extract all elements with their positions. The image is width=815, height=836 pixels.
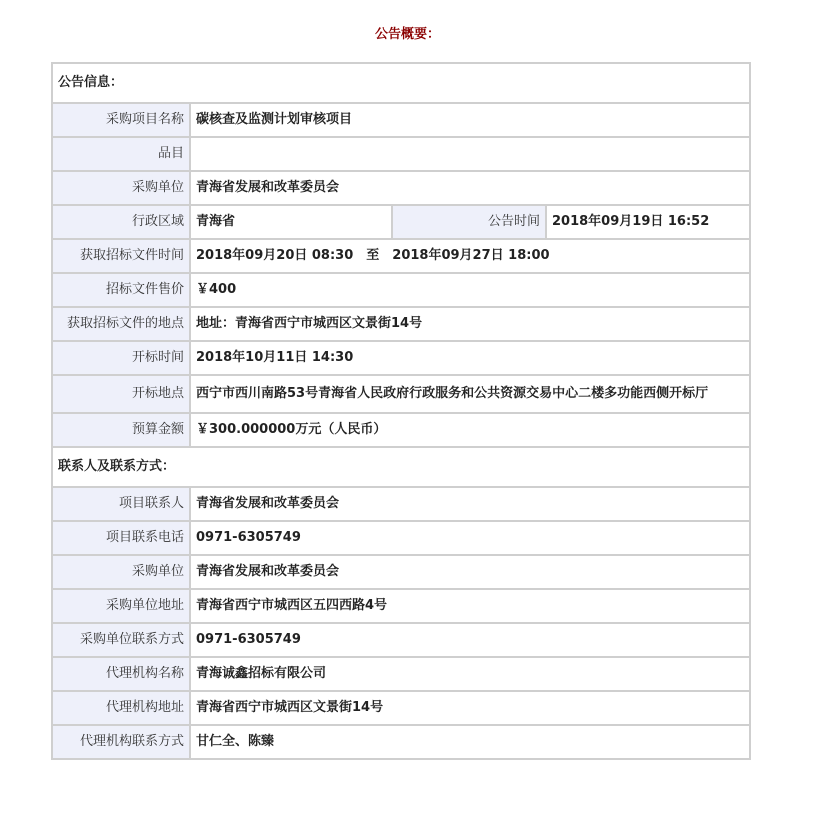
doc-place-value: 地址：青海省西宁市城西区文景街14号 <box>190 307 750 341</box>
region-value: 青海省 <box>190 205 392 239</box>
budget-value: ￥300.000000万元（人民币） <box>190 413 750 447</box>
contact-buyer-label: 采购单位 <box>52 555 190 589</box>
item-value <box>190 137 750 171</box>
buyer-phone-label: 采购单位联系方式 <box>52 623 190 657</box>
agency-name-value: 青海诚鑫招标有限公司 <box>190 657 750 691</box>
agency-name-label: 代理机构名称 <box>52 657 190 691</box>
table-row <box>52 341 750 375</box>
doc-time-label: 获取招标文件时间 <box>52 239 190 273</box>
table-row <box>52 205 750 239</box>
table-row <box>52 103 750 137</box>
table-row <box>52 137 750 171</box>
table-row <box>52 555 750 589</box>
table-row <box>52 273 750 307</box>
buyer-address-label: 采购单位地址 <box>52 589 190 623</box>
buyer-phone-value: 0971-6305749 <box>190 623 750 657</box>
project-phone-value: 0971-6305749 <box>190 521 750 555</box>
agency-address-label: 代理机构地址 <box>52 691 190 725</box>
table-row <box>52 725 750 759</box>
table-row <box>52 239 750 273</box>
table-row <box>52 521 750 555</box>
section-header-contact-info: 联系人及联系方式： <box>52 447 750 487</box>
doc-price-value: ￥400 <box>190 273 750 307</box>
section-header-notice-info: 公告信息： <box>52 63 750 103</box>
open-place-label: 开标地点 <box>52 375 190 413</box>
table-row <box>52 375 750 413</box>
open-time-value: 2018年10月11日 14:30 <box>190 341 750 375</box>
table-row <box>52 413 750 447</box>
project-phone-label: 项目联系电话 <box>52 521 190 555</box>
agency-contact-label: 代理机构联系方式 <box>52 725 190 759</box>
region-label: 行政区域 <box>52 205 190 239</box>
project-name-value: 碳核查及监测计划审核项目 <box>190 103 750 137</box>
notice-time-value: 2018年09月19日 16:52 <box>546 205 750 239</box>
notice-time-label: 公告时间 <box>392 205 546 239</box>
doc-time-value: 2018年09月20日 08:30 至 2018年09月27日 18:00 <box>190 239 750 273</box>
table-row <box>52 487 750 521</box>
doc-place-label: 获取招标文件的地点 <box>52 307 190 341</box>
table-row <box>52 657 750 691</box>
table-row <box>52 589 750 623</box>
page-title: 公告概要： <box>374 27 440 42</box>
notice-summary-table <box>51 62 751 760</box>
open-time-label: 开标时间 <box>52 341 190 375</box>
buyer-value: 青海省发展和改革委员会 <box>190 171 750 205</box>
project-contact-value: 青海省发展和改革委员会 <box>190 487 750 521</box>
project-name-label: 采购项目名称 <box>52 103 190 137</box>
agency-contact-value: 甘仁全、陈臻 <box>190 725 750 759</box>
agency-address-value: 青海省西宁市城西区文景街14号 <box>190 691 750 725</box>
project-contact-label: 项目联系人 <box>52 487 190 521</box>
table-row <box>52 171 750 205</box>
doc-price-label: 招标文件售价 <box>52 273 190 307</box>
item-label: 品目 <box>52 137 190 171</box>
buyer-address-value: 青海省西宁市城西区五四西路4号 <box>190 589 750 623</box>
table-row <box>52 307 750 341</box>
open-place-value: 西宁市西川南路53号青海省人民政府行政服务和公共资源交易中心二楼多功能西侧开标厅 <box>190 375 750 413</box>
contact-buyer-value: 青海省发展和改革委员会 <box>190 555 750 589</box>
table-row <box>52 691 750 725</box>
table-row <box>52 623 750 657</box>
buyer-label: 采购单位 <box>52 171 190 205</box>
budget-label: 预算金额 <box>52 413 190 447</box>
